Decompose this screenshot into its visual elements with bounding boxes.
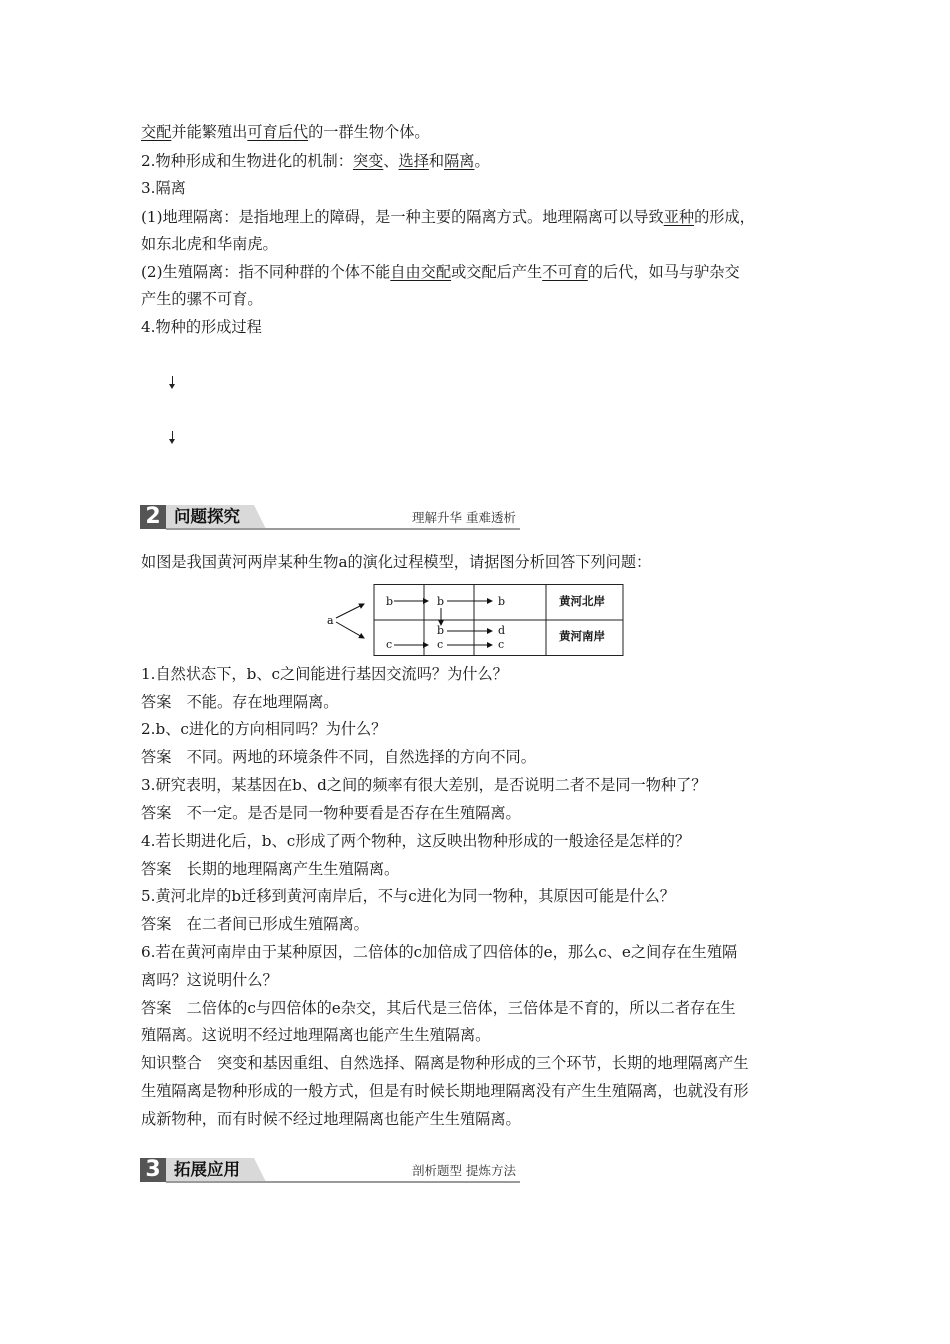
down-arrow-icon: [168, 431, 178, 445]
node-north-b3: b: [498, 595, 506, 608]
blank-answer: 突变: [352, 152, 384, 170]
blank-answer: 选择: [398, 152, 429, 170]
intro-line-3: 3.隔离: [141, 179, 186, 197]
answer-2: 答案 不同。两地的环境条件不同，自然选择的方向不同。: [141, 748, 536, 766]
question-4: 4.若长期进化后，b、c形成了两个物种，这反映出物种形成的一般途径是怎样的？: [141, 832, 691, 850]
node-south-b: b: [437, 624, 445, 637]
node-south-c2: c: [437, 638, 444, 651]
section-title: 拓展应用: [174, 1160, 240, 1179]
section-title: 问题探究: [174, 507, 240, 526]
answer-5: 答案 在二者间已形成生殖隔离。: [141, 915, 369, 933]
intro-line-6: (2)生殖隔离：指不同种群的个体不能自由交配或交配后产生不可育的后代，如马与驴杂交: [141, 263, 740, 281]
node-north-b2: b: [437, 595, 445, 608]
arrow-a-to-south: [336, 622, 364, 638]
node-south-d: d: [498, 624, 506, 637]
blank-answer: 隔离: [444, 152, 475, 170]
answer-3: 答案 不一定。是否是同一物种要看是否存在生殖隔离。: [141, 804, 521, 822]
question-6-line-1: 6.若在黄河南岸由于某种原因，二倍体的c加倍成了四倍体的e，那么c、e之间存在生殖隔: [141, 943, 738, 961]
arrow-a-to-north: [336, 604, 364, 618]
blank-answer: 亚种: [663, 208, 695, 226]
answer-6-line-1: 答案 二倍体的c与四倍体的e杂交，其后代是三倍体，三倍体是不育的，所以二者存在生: [141, 999, 736, 1017]
node-south-c3: c: [498, 638, 505, 651]
label-north-bank: 黄河北岸: [559, 594, 605, 608]
blank-answer: 交配: [141, 123, 172, 141]
intro-line-8: 4.物种的形成过程: [141, 318, 262, 336]
answer-4: 答案 长期的地理隔离产生生殖隔离。: [141, 860, 400, 878]
section-number: 2: [140, 505, 166, 529]
answer-1: 答案 不能。存在地理隔离。: [141, 693, 339, 711]
evolution-diagram: [324, 584, 624, 656]
question-5: 5.黄河北岸的b迁移到黄河南岸后，不与c进化为同一物种，其原因可能是什么？: [141, 887, 675, 905]
summary-line-2: 生殖隔离是物种形成的一般方式，但是有时候长期地理隔离没有产生生殖隔离，也就没有形: [141, 1082, 749, 1100]
section-rule: [166, 1181, 520, 1183]
section-header-2: [140, 505, 520, 529]
blank-answer: 不可育: [542, 263, 588, 281]
intro-line-5: 如东北虎和华南虎。: [141, 235, 278, 253]
intro-line-1: 交配并能繁殖出可育后代的一群生物个体。: [141, 123, 430, 141]
summary-line-1: 知识整合 突变和基因重组、自然选择、隔离是物种形成的三个环节，长期的地理隔离产生: [141, 1054, 749, 1072]
question-1: 1.自然状态下，b、c之间能进行基因交流吗？为什么？: [141, 665, 508, 683]
section-subtitle: 剖析题型 提炼方法: [412, 1163, 516, 1178]
node-a: a: [327, 614, 334, 627]
intro-line-7: 产生的骡不可育。: [141, 290, 263, 308]
node-south-c1: c: [386, 638, 393, 651]
section-number: 3: [140, 1158, 166, 1182]
section-subtitle: 理解升华 重难透析: [412, 510, 516, 525]
question-3: 3.研究表明，某基因在b、d之间的频率有很大差别，是否说明二者不是同一物种了？: [141, 776, 707, 794]
answer-6-line-2: 殖隔离。这说明不经过地理隔离也能产生生殖隔离。: [141, 1026, 491, 1044]
section-header-3: [140, 1158, 520, 1182]
question-2: 2.b、c进化的方向相同吗？为什么？: [141, 720, 387, 738]
blank-answer: 可育后代: [247, 123, 309, 141]
node-north-b1: b: [386, 595, 394, 608]
section-rule: [166, 528, 520, 530]
question-6-line-2: 离吗？这说明什么？: [141, 971, 278, 989]
question-intro: 如图是我国黄河两岸某种生物a的演化过程模型，请据图分析回答下列问题：: [141, 553, 652, 571]
summary-line-3: 成新物种，而有时候不经过地理隔离也能产生生殖隔离。: [141, 1110, 521, 1128]
intro-line-4: (1)地理隔离：是指地理上的障碍，是一种主要的隔离方式。地理隔离可以导致亚种的形成，: [141, 208, 755, 226]
down-arrow-icon: [168, 376, 178, 390]
blank-answer: 自由交配: [390, 263, 452, 281]
label-south-bank: 黄河南岸: [559, 629, 605, 643]
intro-line-2: 2.物种形成和生物进化的机制：突变、选择和隔离。: [141, 152, 490, 170]
